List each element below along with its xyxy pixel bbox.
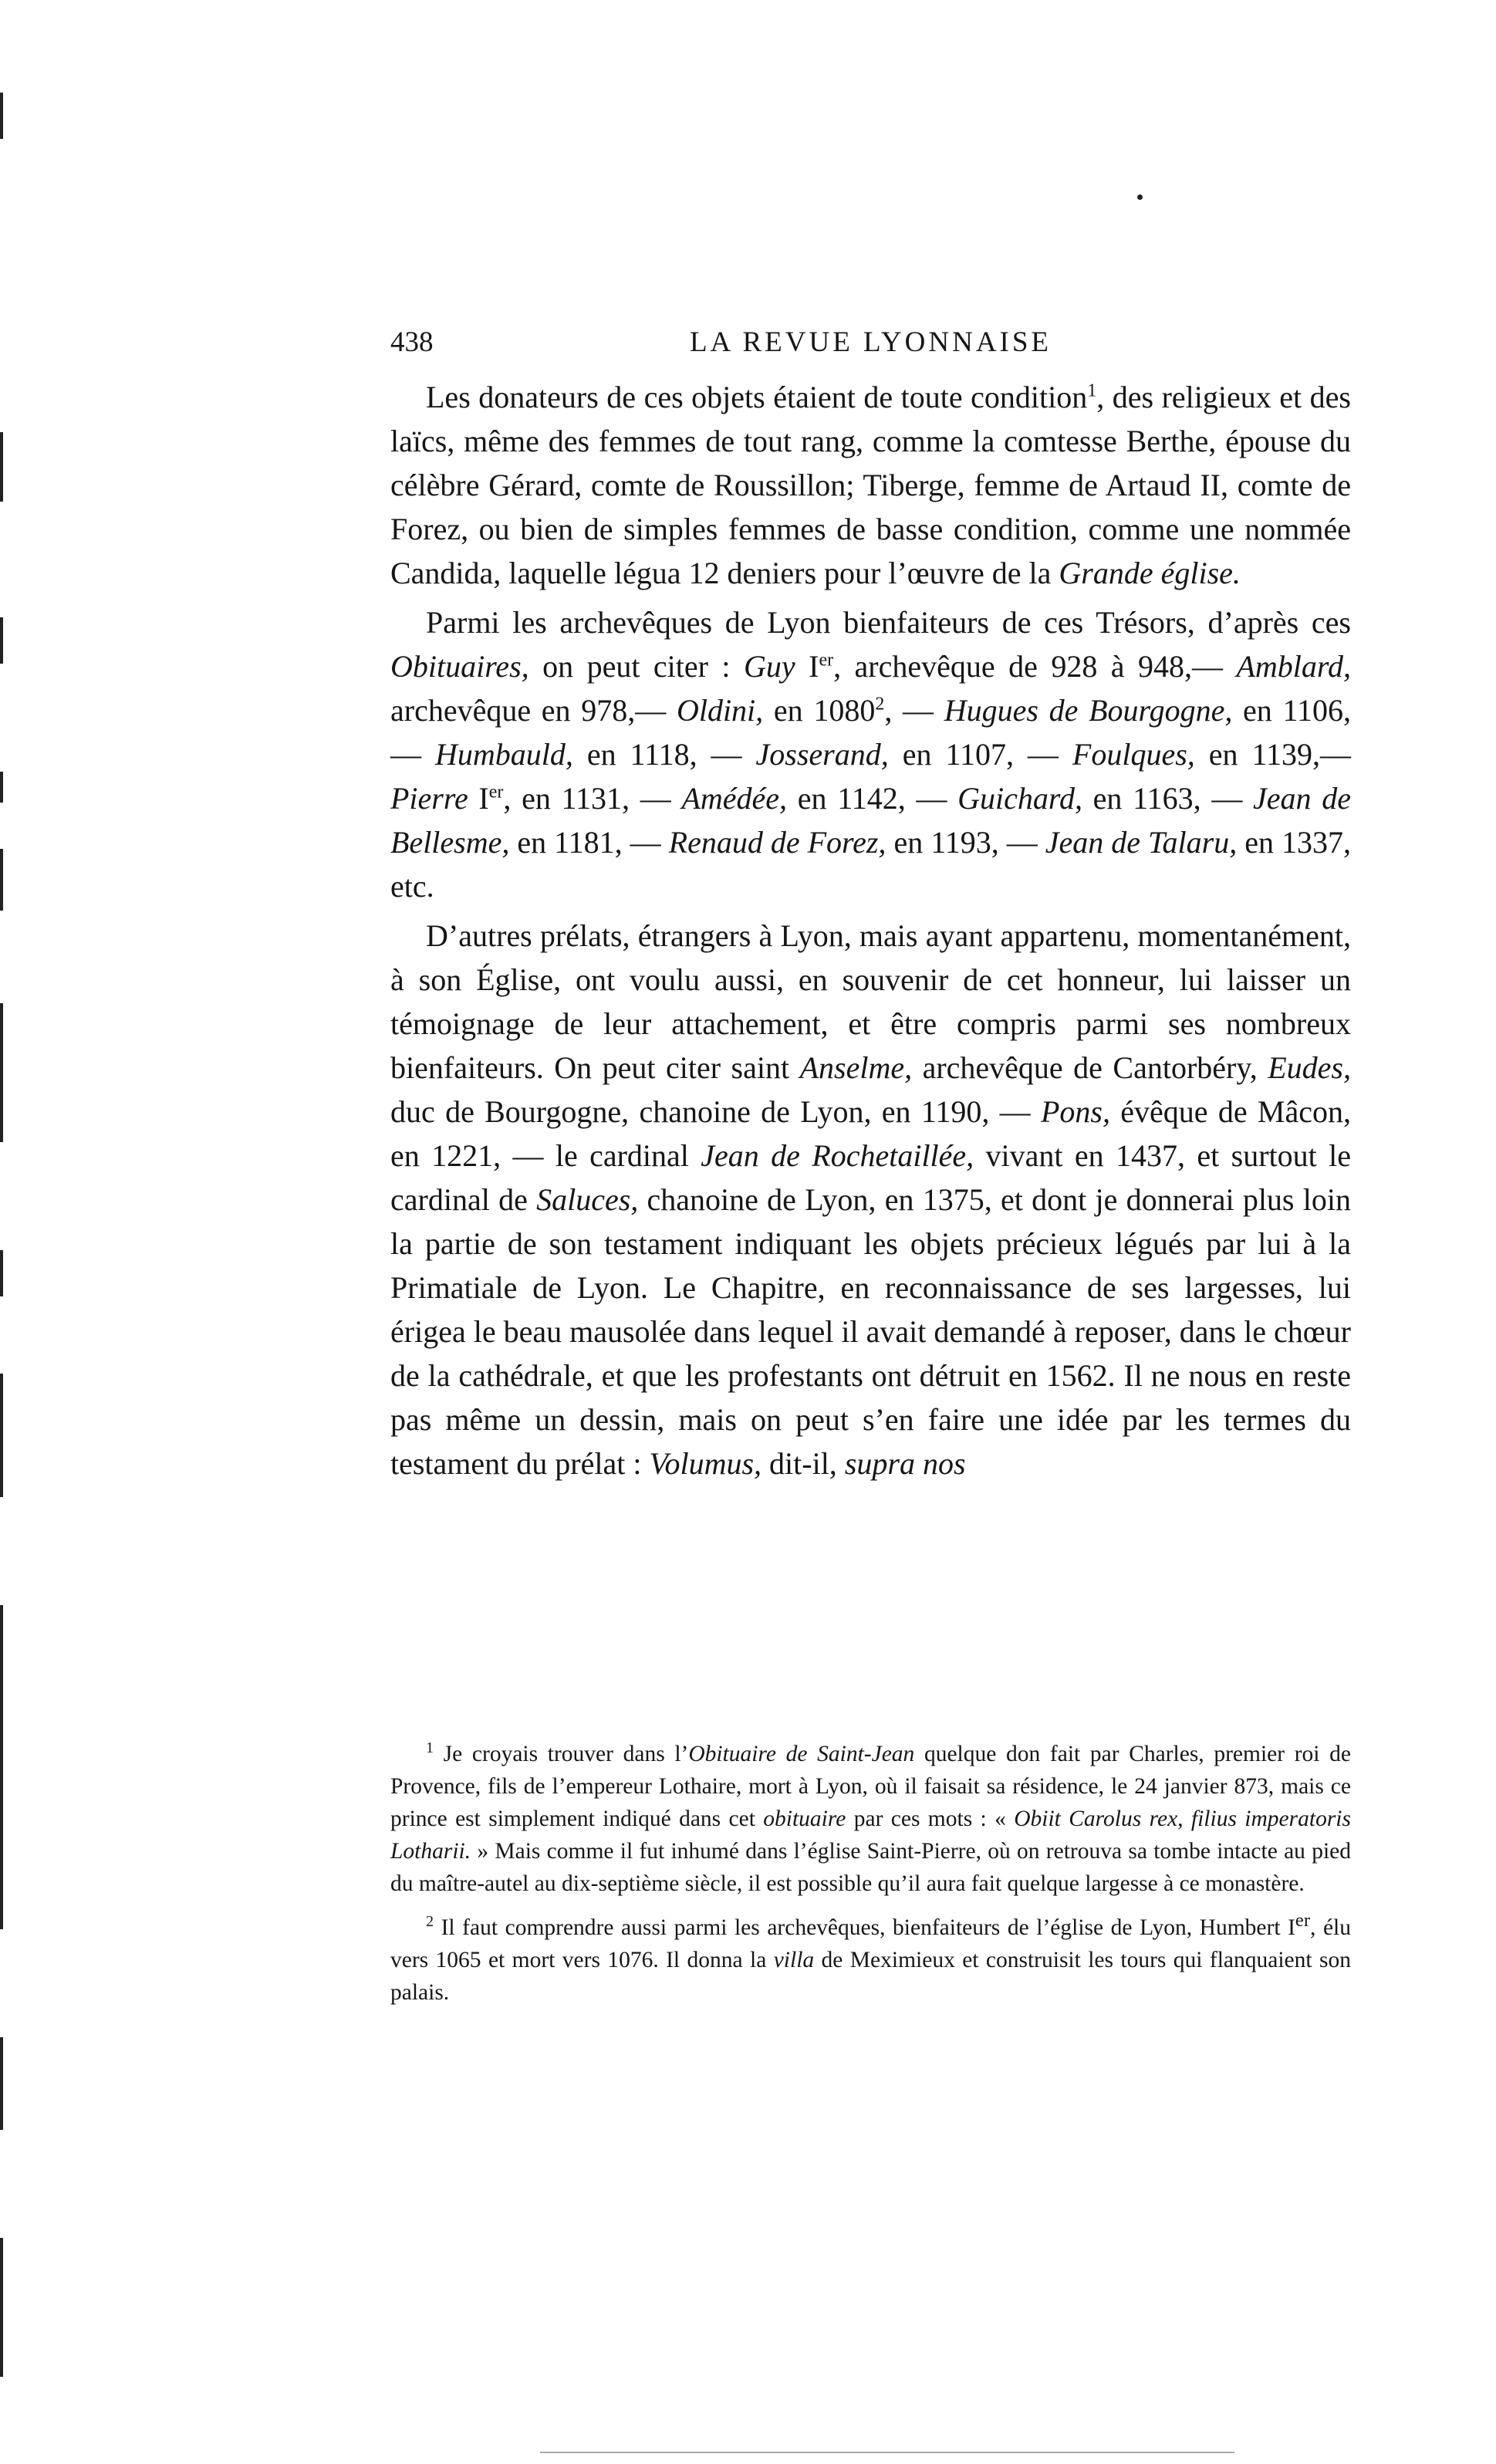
text-run: , des religieux et des laïcs, même des femmes de tout rang, comme la comtesse Berthe, épouse du célèbre Gérard, comte de Roussillon; Tiberge, femme de Artaud II, comte de Forez, ou bien de simples femmes de basse condition, comme une nommée Candida, laquelle légua 12 deniers pour l’œuvre de la: [390, 380, 1351, 590]
text-run: Je croyais trouver dans l’: [443, 1742, 689, 1766]
italic-text: Eudes,: [1268, 1050, 1351, 1085]
italic-text: Obituaire de Saint-Jean: [688, 1742, 915, 1766]
italic-text: supra nos: [844, 1446, 966, 1481]
italic-text: obituaire: [763, 1807, 846, 1831]
text-run: en 1107, —: [888, 737, 1072, 772]
text-run: en 1181, —: [509, 825, 669, 860]
text-run: en 1337, etc.: [390, 825, 1351, 904]
footnote-number: 2: [426, 1913, 434, 1930]
italic-text: Jean de Talaru,: [1045, 825, 1238, 860]
text-run: D’autres prélats, étrangers à Lyon, mais ayant appartenu, momentanément, à son Église, ont voulu aussi, en souvenir de cet honneur, lui laisser un témoignage de leur attachement, et être compris parmi ses nombreux bienfaiteurs. On peut citer saint: [390, 918, 1351, 1085]
text-run: en 1139,—: [1194, 737, 1351, 772]
text-run: Il faut comprendre aussi parmi les archevêques, bienfaiteurs de l’église de Lyon, Humbert I: [441, 1915, 1295, 1940]
text-run: vivant en 1437, et surtout le cardinal de: [390, 1138, 1351, 1217]
main-text: [390, 375, 1351, 1491]
italic-text: Foulques,: [1072, 737, 1195, 772]
text-run: de Meximieux et construisit les tours qui flanquaient son palais.: [390, 1947, 1351, 2005]
footnote-number: 1: [426, 1739, 434, 1757]
superscript: er: [1295, 1910, 1311, 1931]
text-run: quelque don fait par Charles, premier roi de Provence, fils de l’empereur Lothaire, mort à Lyon, où il faisait sa résidence, le 24 janvier 873, mais ce prince est simplement indiqué dans cet: [390, 1742, 1352, 1831]
text-run: chanoine de Lyon, en 1375, et dont je donnerai plus loin la partie de son testament indiquant les objets précieux légués par lui à la Primatiale de Lyon. Le Chapitre, en reconnaissance de ses largesses, lui érigea le beau mausolée dans lequel il avait demandé à reposer, dans le chœur de la cathédrale, et que les profestants ont détruit en 1562. Il ne nous en reste pas même un dessin, mais on peut s’en faire une idée par les termes du testament du prélat :: [390, 1182, 1351, 1481]
italic-text: Guichard,: [957, 781, 1082, 816]
italic-text: Humbauld,: [434, 737, 573, 772]
superscript: 1: [1087, 380, 1097, 401]
text-run: en 1193, —: [886, 825, 1045, 860]
text-run: , archevêque de 928 à 948,—: [833, 649, 1237, 684]
italic-text: Saluces,: [536, 1182, 639, 1217]
text-run: , en 1131, —: [503, 781, 682, 816]
ink-speck: [1137, 194, 1143, 200]
footnote: [390, 1905, 1351, 2009]
paragraph: [390, 375, 1351, 595]
italic-text: Obiit Carolus rex, filius imperatoris Lotharii.: [390, 1807, 1351, 1864]
italic-text: Oldini,: [676, 693, 764, 728]
italic-text: villa: [773, 1947, 815, 1972]
paragraph: [390, 600, 1351, 908]
italic-text: Josserand,: [755, 737, 889, 772]
italic-text: Hugues de Bourgogne,: [944, 693, 1233, 728]
text-run: en 1163, —: [1082, 781, 1254, 816]
footnote: [390, 1738, 1351, 1900]
text-run: I: [795, 649, 819, 684]
italic-text: Anselme,: [799, 1050, 913, 1085]
italic-text: Amblard,: [1236, 649, 1351, 684]
text-run: archevêque de Cantorbéry,: [912, 1050, 1268, 1085]
text-run: , —: [884, 693, 944, 728]
footnotes: [390, 1738, 1351, 2013]
text-run: par ces mots : «: [846, 1807, 1015, 1831]
running-header: [390, 326, 1351, 372]
text-run: on peut citer :: [528, 649, 744, 684]
italic-text: Grande église.: [1059, 556, 1241, 590]
text-run: I: [468, 781, 489, 816]
italic-text: Pierre: [390, 781, 468, 816]
italic-text: Pons,: [1040, 1094, 1110, 1129]
journal-title: LA REVUE LYONNAISE: [689, 326, 1052, 358]
text-run: en 1118, —: [572, 737, 756, 772]
text-run: évêque de Mâcon, en 1221, — le cardinal: [390, 1094, 1351, 1173]
superscript: 2: [875, 694, 885, 715]
italic-text: Jean de Bellesme,: [390, 781, 1351, 860]
page-number: 438: [390, 326, 434, 358]
text-run: archevêque en 978,—: [390, 693, 677, 728]
superscript: er: [488, 782, 504, 803]
text-run: , élu vers 1065 et mort vers 1076. Il donna la: [390, 1915, 1351, 1972]
italic-text: Guy: [744, 649, 795, 684]
text-run: en 1106, —: [390, 693, 1352, 772]
text-run: » Mais comme il fut inhumé dans l’église Saint-Pierre, où on retrouva sa tombe intacte au pied du maître-autel au dix-septième siècle, il est possible qu’il aura fait quelque largesse à ce monastère.: [390, 1839, 1351, 1896]
text-run: Les donateurs de ces objets étaient de toute condition: [426, 380, 1088, 414]
superscript: er: [819, 650, 834, 671]
italic-text: Obituaires,: [390, 649, 529, 684]
italic-text: Amédée,: [681, 781, 788, 816]
italic-text: Renaud de Forez,: [668, 825, 886, 860]
text-run: en 1080: [763, 693, 876, 728]
italic-text: Jean de Rochetaillée,: [701, 1138, 974, 1173]
page-bottom-edge: [540, 2452, 1234, 2453]
italic-text: Volumus,: [649, 1446, 762, 1481]
text-run: en 1142, —: [787, 781, 958, 816]
text-run: dit-il,: [762, 1446, 845, 1481]
text-run: Parmi les archevêques de Lyon bienfaiteurs de ces Trésors, d’après ces: [426, 605, 1351, 640]
scan-margin-edge: [0, 0, 5, 2464]
paragraph: [390, 914, 1351, 1485]
text-run: duc de Bourgogne, chanoine de Lyon, en 1190, —: [390, 1094, 1041, 1129]
